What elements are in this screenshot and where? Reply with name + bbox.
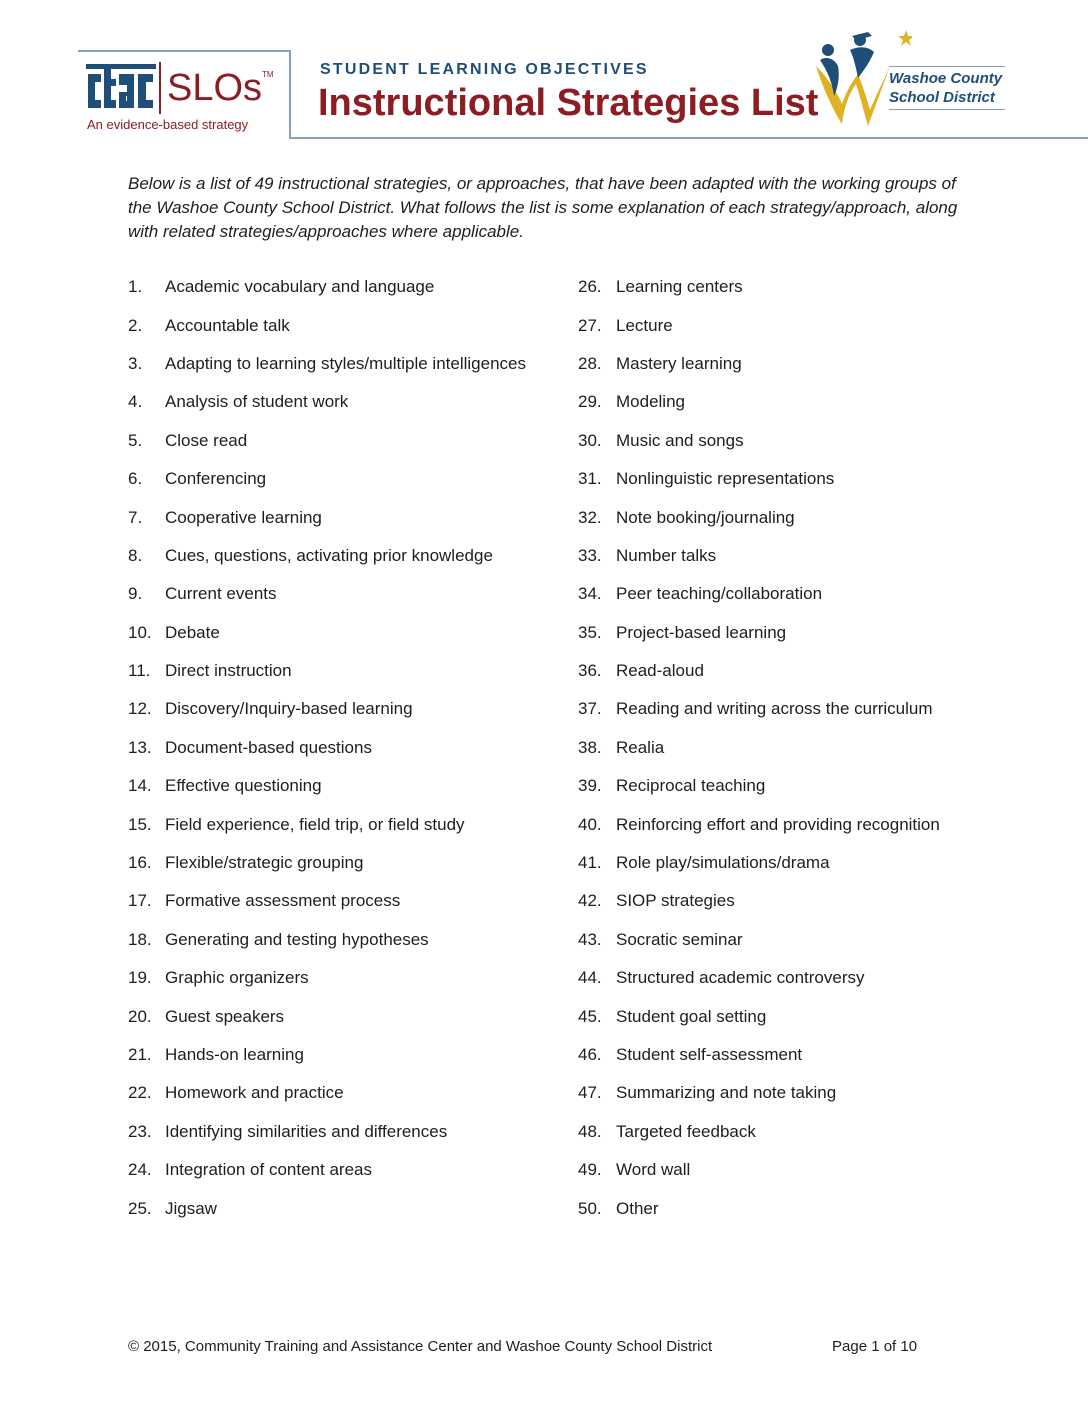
list-item-label: Cues, questions, activating prior knowledge	[165, 545, 493, 565]
list-item	[128, 614, 568, 652]
list-item-number: 34.	[578, 584, 602, 604]
list-item-label: Academic vocabulary and language	[165, 277, 435, 297]
list-item	[128, 767, 568, 805]
wcsd-rule-bottom	[889, 109, 1005, 110]
list-item	[578, 537, 1018, 575]
list-item	[128, 1189, 568, 1227]
list-item-label: Mastery learning	[616, 353, 742, 373]
list-item-number: 42.	[578, 891, 602, 911]
list-item-label: Reciprocal teaching	[616, 776, 766, 796]
list-item-label: Flexible/strategic grouping	[165, 853, 364, 873]
footer-copyright: © 2015, Community Training and Assistance Center and Washoe County School District	[128, 1338, 713, 1355]
list-item	[578, 306, 1018, 344]
list-item-number: 27.	[578, 315, 602, 335]
list-item	[578, 575, 1018, 613]
list-item-label: Discovery/Inquiry-based learning	[165, 699, 413, 719]
list-item-number: 5.	[128, 430, 143, 450]
list-item	[128, 268, 568, 306]
list-item-label: Cooperative learning	[165, 507, 322, 527]
list-item-number: 33.	[578, 545, 602, 565]
list-item-number: 24.	[128, 1160, 152, 1180]
list-item-number: 14.	[128, 776, 152, 796]
list-item	[578, 1151, 1018, 1189]
list-item-label: Jigsaw	[165, 1198, 217, 1218]
list-item	[578, 268, 1018, 306]
list-item-number: 40.	[578, 814, 602, 834]
list-item-label: Conferencing	[165, 469, 267, 489]
list-item	[128, 882, 568, 920]
list-item-number: 44.	[578, 968, 602, 988]
list-item-label: Role play/simulations/drama	[616, 853, 830, 873]
list-item-label: Realia	[616, 737, 665, 757]
list-item-label: Close read	[165, 430, 248, 450]
list-item	[578, 1113, 1018, 1151]
list-item-label: Lecture	[616, 315, 673, 335]
list-item	[128, 690, 568, 728]
header-rule-divider	[289, 50, 291, 138]
list-item-label: Music and songs	[616, 430, 744, 450]
list-item	[578, 690, 1018, 728]
list-item-label: Current events	[165, 584, 277, 604]
list-item-number: 26.	[578, 277, 602, 297]
list-item	[128, 1036, 568, 1074]
list-item	[128, 345, 568, 383]
list-item-label: Analysis of student work	[165, 392, 349, 412]
list-item	[578, 498, 1018, 536]
list-item-number: 21.	[128, 1045, 152, 1064]
list-item	[128, 805, 568, 843]
list-item-number: 28.	[578, 353, 602, 373]
list-item-number: 4.	[128, 392, 143, 412]
list-item	[578, 1074, 1018, 1112]
logo-tagline: An evidence-based strategy	[87, 117, 249, 132]
list-item-label: Learning centers	[616, 277, 743, 297]
list-item-label: Word wall	[616, 1160, 691, 1180]
page-title: Instructional Strategies List	[318, 82, 819, 124]
list-item-number: 48.	[578, 1121, 602, 1141]
list-item-number: 36.	[578, 661, 602, 681]
list-item-label: Reinforcing effort and providing recognition	[616, 814, 940, 834]
list-item	[578, 460, 1018, 498]
list-item	[578, 767, 1018, 805]
list-item	[128, 537, 568, 575]
list-item-number: 22.	[128, 1083, 152, 1103]
wcsd-logo	[812, 26, 1012, 130]
header-rule-top	[78, 50, 290, 52]
list-item-label: Read-aloud	[616, 661, 704, 681]
list-item-number: 10.	[128, 622, 152, 642]
list-item-number: 45.	[578, 1006, 602, 1026]
list-item-label: Summarizing and note taking	[616, 1083, 837, 1103]
list-item-number: 43.	[578, 929, 602, 949]
list-item-number: 15.	[128, 814, 152, 834]
list-item-label: Other	[616, 1198, 659, 1218]
list-item-number: 50.	[578, 1198, 602, 1218]
list-item-number: 49.	[578, 1160, 602, 1180]
strategy-list-left	[128, 268, 568, 1228]
list-item-label: Adapting to learning styles/multiple intelligences	[165, 353, 526, 373]
list-item	[578, 805, 1018, 843]
list-item-number: 1.	[128, 277, 143, 297]
list-item-label: Identifying similarities and differences	[165, 1121, 448, 1141]
list-item-number: 6.	[128, 469, 143, 489]
list-item-label: Formative assessment process	[165, 891, 401, 911]
list-item-label: Student self-assessment	[616, 1045, 803, 1064]
list-item	[578, 844, 1018, 882]
list-item	[128, 997, 568, 1035]
list-item	[578, 1036, 1018, 1074]
list-item-label: SIOP strategies	[616, 891, 735, 911]
list-item-number: 39.	[578, 776, 602, 796]
list-item-number: 25.	[128, 1198, 152, 1218]
list-item-number: 12.	[128, 699, 152, 719]
list-item-label: Accountable talk	[165, 315, 290, 335]
list-item	[128, 575, 568, 613]
list-item	[128, 422, 568, 460]
list-item-number: 38.	[578, 737, 602, 757]
list-item-label: Document-based questions	[165, 737, 372, 757]
list-item	[128, 306, 568, 344]
wcsd-name-line1: Washoe County	[889, 70, 1003, 87]
list-item-number: 9.	[128, 584, 143, 604]
list-item	[128, 921, 568, 959]
list-item	[578, 921, 1018, 959]
list-item-label: Structured academic controversy	[616, 968, 865, 988]
list-item	[578, 345, 1018, 383]
list-item-label: Homework and practice	[165, 1083, 344, 1103]
list-item	[578, 422, 1018, 460]
list-item-label: Direct instruction	[165, 661, 292, 681]
intro-paragraph: Below is a list of 49 instructional strategies, or approaches, that have been adapted with the working groups of the Washoe County School District. What follows the list is some explanation of each strategy/approach, along with related strategies/approaches where applicable.	[128, 174, 958, 241]
list-item-label: Effective questioning	[165, 776, 322, 796]
list-item-label: Generating and testing hypotheses	[165, 929, 429, 949]
list-item	[578, 614, 1018, 652]
list-item-number: 8.	[128, 545, 143, 565]
slos-text: SLOs	[167, 67, 263, 109]
list-item	[128, 844, 568, 882]
list-item-number: 35.	[578, 622, 602, 642]
page-number: Page 1 of 10	[832, 1338, 918, 1355]
ctac-slos-logo	[86, 62, 276, 134]
list-item-label: Hands-on learning	[165, 1045, 304, 1064]
list-item	[128, 1074, 568, 1112]
header-rule-bottom	[289, 137, 1088, 139]
list-item	[128, 729, 568, 767]
list-item-number: 29.	[578, 392, 602, 412]
ctac-logo-icon	[86, 64, 156, 112]
list-item	[128, 1113, 568, 1151]
list-item	[578, 652, 1018, 690]
list-item	[578, 997, 1018, 1035]
list-item-number: 3.	[128, 353, 143, 373]
list-item-number: 16.	[128, 853, 152, 873]
list-item	[128, 498, 568, 536]
list-item-number: 20.	[128, 1006, 152, 1026]
slos-wordmark	[159, 62, 274, 114]
list-item-number: 32.	[578, 507, 602, 527]
list-item-number: 7.	[128, 507, 143, 527]
list-item-label: Modeling	[616, 392, 685, 412]
wcsd-rule-top	[889, 66, 1005, 67]
list-item-number: 13.	[128, 737, 152, 757]
list-item-label: Peer teaching/collaboration	[616, 584, 823, 604]
list-item-number: 11.	[128, 661, 151, 681]
list-item-number: 2.	[128, 315, 143, 335]
list-item-label: Guest speakers	[165, 1006, 285, 1026]
list-item-number: 41.	[578, 853, 602, 873]
list-item-label: Graphic organizers	[165, 968, 309, 988]
list-item-label: Targeted feedback	[616, 1121, 756, 1141]
list-item	[128, 652, 568, 690]
header-kicker: STUDENT LEARNING OBJECTIVES	[320, 61, 649, 78]
list-item-label: Debate	[165, 622, 220, 642]
list-item	[128, 460, 568, 498]
list-item-number: 30.	[578, 430, 602, 450]
list-item-number: 47.	[578, 1083, 602, 1103]
list-item-label: Student goal setting	[616, 1006, 767, 1026]
list-item-label: Reading and writing across the curriculum	[616, 699, 933, 719]
list-item-label: Number talks	[616, 545, 717, 565]
list-item	[578, 882, 1018, 920]
list-item	[578, 383, 1018, 421]
list-item-label: Nonlinguistic representations	[616, 469, 835, 489]
list-item-label: Integration of content areas	[165, 1160, 372, 1180]
list-item-number: 46.	[578, 1045, 602, 1064]
list-item-number: 37.	[578, 699, 602, 719]
wcsd-name-line2: School District	[889, 89, 995, 106]
strategy-list-right	[578, 268, 1018, 1228]
list-item	[128, 1151, 568, 1189]
list-item	[578, 729, 1018, 767]
list-item-label: Note booking/journaling	[616, 507, 795, 527]
list-item	[128, 959, 568, 997]
list-item-label: Project-based learning	[616, 622, 787, 642]
list-item	[578, 959, 1018, 997]
list-item-label: Socratic seminar	[616, 929, 743, 949]
list-item-number: 19.	[128, 968, 152, 988]
list-item-number: 31.	[578, 469, 602, 489]
trademark-mark: TM	[262, 70, 274, 79]
list-item-number: 17.	[128, 891, 152, 911]
list-item	[128, 383, 568, 421]
list-item-number: 23.	[128, 1121, 152, 1141]
list-item	[578, 1189, 1018, 1227]
list-item-number: 18.	[128, 929, 152, 949]
list-item-label: Field experience, field trip, or field study	[165, 814, 465, 834]
